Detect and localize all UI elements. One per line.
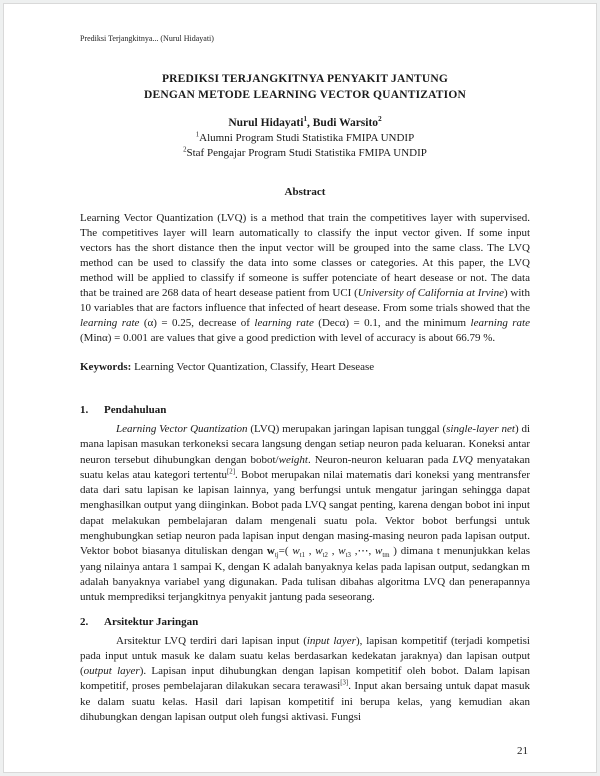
section-2-number: 2. bbox=[80, 615, 89, 628]
keywords-line: Keywords: Learning Vector Quantization, Classify, Heart Desease bbox=[80, 361, 375, 373]
abstract-heading: Abstract bbox=[284, 186, 326, 198]
page-title-line1: PREDIKSI TERJANGKITNYA PENYAKIT JANTUNG bbox=[161, 73, 449, 85]
affiliation-1: $^1$Alumni Program Studi Statistika FMIPA UNDIP bbox=[195, 131, 415, 144]
paper-page bbox=[3, 3, 597, 773]
page-title-line2: DENGAN METODE LEARNING VECTOR QUANTIZATION bbox=[144, 89, 466, 101]
author-names: Nurul Hidayati$^1$, Budi Warsito$^2$ bbox=[228, 115, 382, 129]
page-number: 21 bbox=[517, 745, 528, 757]
section-2-heading bbox=[80, 615, 530, 630]
section-1-title: Pendahuluan bbox=[104, 404, 167, 416]
affiliation-2: $^2$Staf Pengajar Program Studi Statistika FMIPA UNDIP bbox=[183, 145, 427, 159]
page-title bbox=[80, 71, 530, 103]
abstract-body: Learning Vector Quantization (LVQ) is a method that train the competitives layer with supervised. The competitives layer will learn automatically to classify the input vector given. If some input vectors has the short distance then the input vector will be grouped into the same class. The LVQ method can be used to classify the data into some classes or categories. At this paper, the LVQ method will be applied to classify if someone is suffer potenciate of heart desease or not. The data that be trained are 268 data of heart desease patient from UCI (University of California at Irvine) with 10 variables that are factors influence that infected of heart desease. From some trials showed that the learning rate (α) = 0.25, decrease of learning rate (Decα) = 0.1, and the minimum learning rate (Minα) = 0.001 are values that give a good prediction with level of accuracy is about 66.79 %. bbox=[80, 212, 530, 344]
section-2-title: Arsitektur Jaringan bbox=[104, 615, 199, 628]
section-1-heading bbox=[80, 403, 530, 418]
section-1-paragraph: Learning Vector Quantization (LVQ) merupakan jaringan lapisan tunggal (single-layer net) di mana lapisan masukan terkoneksi secara langsung dengan setiap neuron pada keluaran. Koneksi antar neuron tersebut dihubungkan dengan bobot/weight. Neuron-neuron keluaran pada LVQ menyatakan suatu kelas atau kategori tertentu[2]. Bobot merupakan nilai matematis dari koneksi yang mentransfer data dari satu lapisan ke lapisan lainnya, yang berfungsi untuk mengatur jaringan sehingga dapat menghasilkan output yang diinginkan. Bobot pada LVQ sangat penting, karena dengan bobot ini input dapat melakukan pembelajaran dalam mengenali suatu pola. Vektor bobot berfungsi untuk menghubungkan setiap neuron pada lapisan input dengan masing-masing neuron pada lapisan output. Vektor bobot biasanya dituliskan dengan $w_{tj}=$( $w_{t1}$ , $w_{t2}$ , $w_{t3}$ ,⋯, $w_{tm}$ ) dimana t menunjukkan kelas yang nilainya antara 1 sampai K, dengan K adalah banyaknya kelas pada lapisan output, sedangkan m adalah banyaknya variabel yang digunakan. Pada tulisan dibahas algoritma LVQ dan penerapannya untuk memprediksi terjangkitnya penyakit jantung pada seseorang. bbox=[80, 423, 531, 604]
section-1-number: 1. bbox=[80, 404, 89, 416]
authors-block bbox=[80, 115, 530, 160]
running-header: Prediksi Terjangkitnya... (Nurul Hidayati) bbox=[80, 34, 214, 43]
section-2-paragraph: Arsitektur LVQ terdiri dari lapisan input (input layer), lapisan kompetitif (terjadi kompetisi pada input untuk masuk ke dalam suatu kelas berdasarkan kedekatan jaraknya) dan lapisan output (output layer). Lapisan input dihubungkan dengan lapisan kompetitif oleh bobot. Dalam lapisan kompetitif, proses pembelajaran dilakukan secara terawasi[3]. Input akan bersaing untuk dapat masuk ke dalam suatu kelas. Hasil dari lapisan kompetitif ini berupa kelas, yang kemudian akan dihubungkan dengan lapisan output oleh fungsi aktivasi. Fungsi bbox=[80, 634, 530, 724]
